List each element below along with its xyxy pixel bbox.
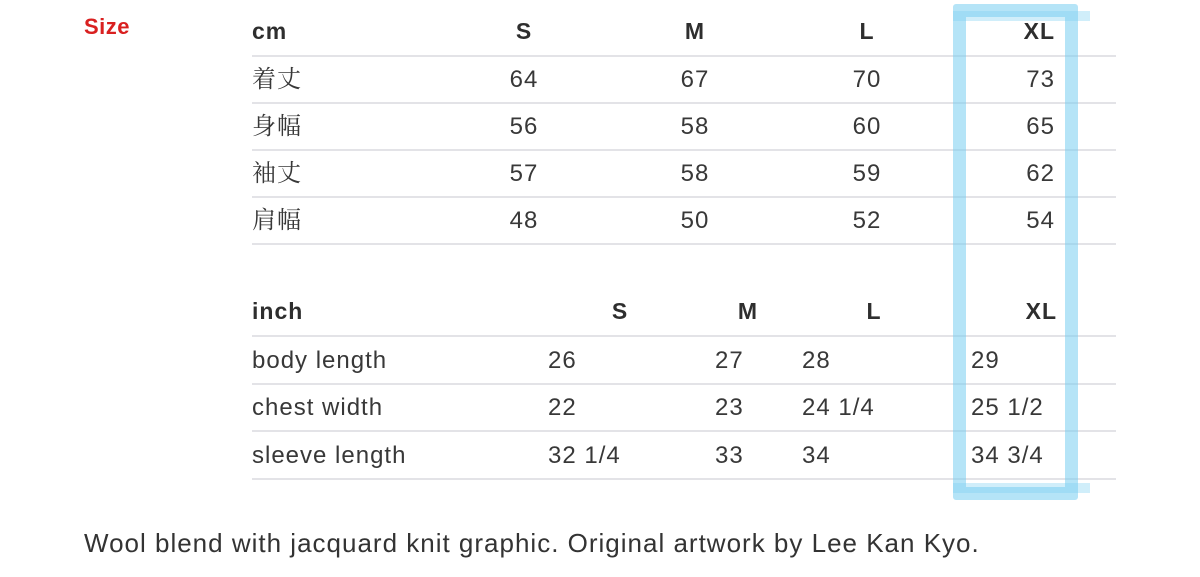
cell-l: 70: [852, 66, 882, 93]
cm-header-xl: XL: [1023, 18, 1055, 44]
cell-xl: 25 1/2: [971, 394, 1044, 421]
row-label: 肩幅: [252, 207, 302, 234]
cell-s: 32 1/4: [548, 441, 621, 469]
cell-l: 24 1/4: [802, 394, 875, 421]
cell-s: 26: [548, 346, 577, 374]
inch-header-s: S: [611, 298, 629, 324]
row-label: 身幅: [252, 113, 302, 140]
cm-header-l: L: [859, 18, 875, 44]
cell-s: 56: [509, 113, 539, 140]
cell-xl: 65: [1026, 113, 1055, 140]
cell-l: 59: [852, 160, 882, 187]
inch-header-m: M: [737, 298, 759, 324]
cell-m: 27: [715, 346, 744, 374]
xl-column-highlight: [953, 4, 1078, 500]
cell-xl: 73: [1026, 66, 1055, 93]
cell-l: 60: [852, 113, 882, 140]
cm-header-s: S: [515, 18, 533, 44]
cell-m: 23: [715, 394, 744, 421]
cell-s: 22: [548, 394, 577, 421]
row-label: 着丈: [252, 66, 302, 93]
inch-header-l: L: [866, 298, 882, 324]
inch-unit-header: inch: [252, 298, 304, 324]
cell-xl: 62: [1026, 160, 1055, 187]
cell-xl: 34 3/4: [971, 441, 1044, 469]
cell-m: 50: [680, 207, 710, 234]
cell-l: 28: [802, 346, 831, 374]
row-label: body length: [252, 346, 388, 374]
cell-m: 33: [715, 441, 744, 469]
cell-xl: 54: [1026, 207, 1055, 234]
cell-l: 52: [852, 207, 882, 234]
cell-s: 57: [509, 160, 539, 187]
cell-xl: 29: [971, 346, 1000, 374]
cm-unit-header: cm: [252, 18, 288, 44]
cm-header-m: M: [684, 18, 706, 44]
cell-l: 34: [802, 441, 831, 469]
row-label: sleeve length: [252, 441, 407, 469]
cell-m: 58: [680, 113, 710, 140]
size-heading: Size: [84, 14, 131, 39]
cell-m: 67: [680, 66, 710, 93]
cell-m: 58: [680, 160, 710, 187]
product-description: Wool blend with jacquard knit graphic. Original artwork by Lee Kan Kyo.: [84, 528, 980, 558]
cell-s: 48: [509, 207, 539, 234]
inch-header-xl: XL: [1025, 298, 1057, 324]
row-label: chest width: [252, 394, 384, 421]
cell-s: 64: [509, 66, 539, 93]
row-label: 袖丈: [252, 160, 302, 187]
